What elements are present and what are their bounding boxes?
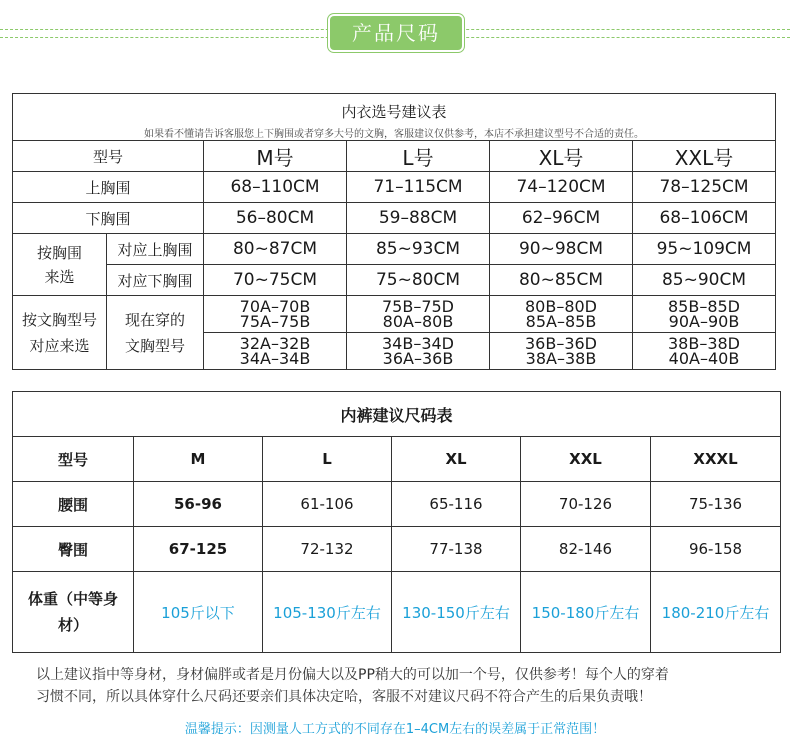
- upper-bust-label: 上胸围: [13, 172, 204, 203]
- bra-size-range: 36A–36B: [382, 349, 454, 368]
- under-bust-label: 下胸围: [13, 203, 204, 234]
- by-bra-size-label-line1: 按文胸型号: [21, 310, 97, 329]
- bra-size-range-cell: [633, 333, 776, 370]
- panty-table-title: 内裤建议尺码表: [13, 392, 781, 437]
- panty-size-header: XXXL: [651, 437, 781, 482]
- bra-size-range: 40A–40B: [668, 349, 740, 368]
- matching-under-bust-value: 70~75CM: [204, 265, 347, 296]
- bra-size-range: 85A–85B: [525, 312, 597, 331]
- waist-label: 腰围: [13, 482, 134, 527]
- bra-size-range: 34B–34D: [381, 334, 454, 353]
- bra-table-title: 内衣选号建议表: [341, 103, 447, 121]
- weight-value: 130-150斤左右: [392, 572, 521, 653]
- bra-size-range-cell: [204, 296, 347, 333]
- size-note: [36, 664, 766, 708]
- bra-size-range: 32A–32B: [239, 334, 311, 353]
- banner-title: 产品尺码: [330, 16, 462, 50]
- current-bra-size-label-line1: 现在穿的: [124, 310, 185, 329]
- matching-upper-bust-value: 85~93CM: [347, 234, 490, 265]
- waist-value: 61-106: [263, 482, 392, 527]
- waist-value: 56-96: [134, 482, 263, 527]
- bra-size-range: 80A–80B: [382, 312, 454, 331]
- warm-tip: 温馨提示：因测量人工方式的不同存在1–4CM左右的误差属于正常范围！: [184, 722, 606, 737]
- hip-label: 臀围: [13, 527, 134, 572]
- bra-size-range: 38B–38D: [667, 334, 740, 353]
- hip-value: 67-125: [134, 527, 263, 572]
- under-bust-value: 68–106CM: [633, 203, 776, 234]
- bra-size-header: XXL号: [633, 141, 776, 172]
- by-bust-label-line1: 按胸围: [36, 243, 82, 262]
- bra-header-label: 型号: [13, 141, 204, 172]
- bra-size-range-cell: [347, 333, 490, 370]
- hip-value: 72-132: [263, 527, 392, 572]
- current-bra-size-label: [107, 296, 204, 370]
- by-bust-label: [13, 234, 107, 296]
- by-bust-label-line2: 来选: [44, 267, 75, 286]
- panty-size-header: XL: [392, 437, 521, 482]
- bra-size-range: 36B–36D: [524, 334, 597, 353]
- bra-size-range: 70A–70B: [239, 297, 311, 316]
- matching-under-bust-value: 80~85CM: [490, 265, 633, 296]
- upper-bust-value: 68–110CM: [204, 172, 347, 203]
- under-bust-value: 59–88CM: [347, 203, 490, 234]
- weight-label-line1: 体重（中等身: [27, 590, 118, 608]
- bra-size-range-cell: [347, 296, 490, 333]
- weight-value: 105斤以下: [134, 572, 263, 653]
- panty-size-table: [12, 391, 781, 653]
- matching-under-bust-value: 75~80CM: [347, 265, 490, 296]
- hip-value: 82-146: [521, 527, 651, 572]
- hip-value: 77-138: [392, 527, 521, 572]
- matching-upper-bust-label: 对应上胸围: [107, 234, 204, 265]
- current-bra-size-label-line2: 文胸型号: [124, 336, 185, 355]
- bra-size-range: 38A–38B: [525, 349, 597, 368]
- panty-header-label: 型号: [13, 437, 134, 482]
- bra-size-range-cell: [490, 296, 633, 333]
- panty-size-header: XXL: [521, 437, 651, 482]
- size-note-line1: 以上建议指中等身材，身材偏胖或者是月份偏大以及PP稍大的可以加一个号，仅供参考！每个人的穿着: [36, 667, 669, 683]
- matching-under-bust-value: 85~90CM: [633, 265, 776, 296]
- bra-size-range: 80B–80D: [524, 297, 597, 316]
- panty-size-header: L: [263, 437, 392, 482]
- weight-label-line2: 材）: [57, 616, 88, 634]
- bra-size-range-cell: [633, 296, 776, 333]
- weight-value: 180-210斤左右: [651, 572, 781, 653]
- by-bra-size-label-line2: 对应来选: [29, 336, 90, 355]
- bra-table-subtitle: 如果看不懂请告诉客服您上下胸围或者穿多大号的文胸，客服建议仅供参考，本店不承担建议型号不合适的责任。: [144, 129, 644, 140]
- upper-bust-value: 71–115CM: [347, 172, 490, 203]
- matching-upper-bust-value: 80~87CM: [204, 234, 347, 265]
- bra-table-title-cell: [13, 94, 776, 141]
- weight-value: 150-180斤左右: [521, 572, 651, 653]
- by-bra-size-label: [13, 296, 107, 370]
- matching-under-bust-label: 对应下胸围: [107, 265, 204, 296]
- bra-size-table: [12, 93, 776, 370]
- upper-bust-value: 78–125CM: [633, 172, 776, 203]
- bra-size-range: 85B–85D: [667, 297, 740, 316]
- hip-value: 96-158: [651, 527, 781, 572]
- bra-size-header: L号: [347, 141, 490, 172]
- waist-value: 75-136: [651, 482, 781, 527]
- weight-label: [13, 572, 134, 653]
- bra-size-range: 34A–34B: [239, 349, 311, 368]
- under-bust-value: 56–80CM: [204, 203, 347, 234]
- panty-size-header: M: [134, 437, 263, 482]
- bra-size-header: XL号: [490, 141, 633, 172]
- bra-size-range: 75A–75B: [239, 312, 311, 331]
- matching-upper-bust-value: 90~98CM: [490, 234, 633, 265]
- bra-size-range: 75B–75D: [381, 297, 454, 316]
- waist-value: 65-116: [392, 482, 521, 527]
- bra-size-header: M号: [204, 141, 347, 172]
- matching-upper-bust-value: 95~109CM: [633, 234, 776, 265]
- bra-size-range-cell: [204, 333, 347, 370]
- under-bust-value: 62–96CM: [490, 203, 633, 234]
- size-note-line2: 习惯不同，所以具体穿什么尺码还要亲们具体决定哈，客服不对建议尺码不符合产生的后果负责哦！: [36, 689, 652, 705]
- weight-value: 105-130斤左右: [263, 572, 392, 653]
- bra-size-range: 90A–90B: [668, 312, 740, 331]
- waist-value: 70-126: [521, 482, 651, 527]
- bra-size-range-cell: [490, 333, 633, 370]
- upper-bust-value: 74–120CM: [490, 172, 633, 203]
